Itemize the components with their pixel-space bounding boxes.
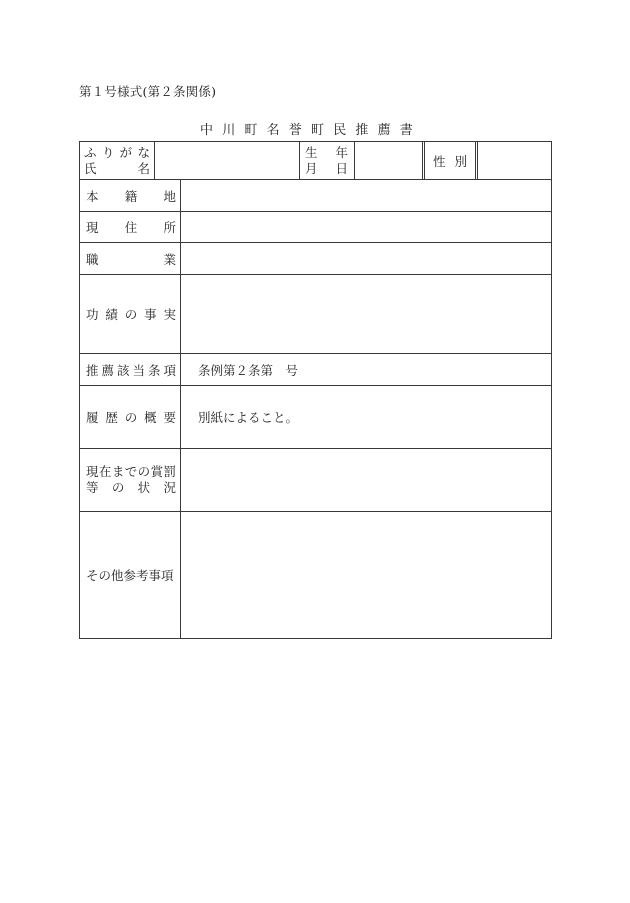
sex-label-cell bbox=[425, 142, 478, 179]
other-notes-label-cell bbox=[80, 512, 181, 638]
other-notes-row bbox=[80, 512, 551, 638]
history-label: 履歴の概要 bbox=[86, 410, 176, 425]
achievements-row bbox=[80, 275, 551, 354]
honseki-label-cell bbox=[80, 180, 181, 211]
awards-row bbox=[80, 449, 551, 512]
name-label: 氏名 bbox=[84, 161, 150, 176]
birth-date-label-cell bbox=[300, 142, 355, 179]
history-field[interactable] bbox=[181, 386, 551, 448]
history-label-cell bbox=[80, 386, 181, 448]
address-label-cell bbox=[80, 212, 181, 242]
other-notes-label: その他参考事項 bbox=[86, 568, 174, 583]
address-label: 現住所 bbox=[86, 220, 176, 235]
history-value: 別紙によること。 bbox=[198, 410, 299, 425]
awards-field[interactable] bbox=[181, 449, 551, 511]
clause-field[interactable] bbox=[181, 354, 551, 385]
clause-value: 条例第２条第 号 bbox=[198, 362, 299, 378]
birth-date-field[interactable] bbox=[355, 142, 425, 179]
awards-label-line1: 現在までの賞罰 bbox=[86, 464, 176, 479]
sex-label: 性別 bbox=[433, 153, 467, 169]
address-field[interactable] bbox=[181, 212, 551, 242]
honseki-field[interactable] bbox=[181, 180, 551, 211]
form-number: 第１号様式(第２条関係) bbox=[79, 84, 217, 99]
clause-label-cell bbox=[80, 354, 181, 385]
clause-row bbox=[80, 354, 551, 386]
furigana-label: ふりがな bbox=[84, 145, 150, 160]
name-row bbox=[80, 142, 551, 180]
honseki-row bbox=[80, 180, 551, 212]
occupation-field[interactable] bbox=[181, 243, 551, 274]
document-title: 中川町名誉町民推薦書 bbox=[200, 123, 423, 138]
other-notes-field[interactable] bbox=[181, 512, 551, 638]
awards-label-cell bbox=[80, 449, 181, 511]
name-label-cell bbox=[80, 142, 155, 179]
achievements-label-cell bbox=[80, 275, 181, 353]
achievements-field[interactable] bbox=[181, 275, 551, 353]
address-row bbox=[80, 212, 551, 243]
honseki-label: 本籍地 bbox=[86, 188, 176, 204]
occupation-label-cell bbox=[80, 243, 181, 274]
occupation-label: 職業 bbox=[86, 251, 176, 267]
recommendation-form-table bbox=[79, 141, 552, 639]
occupation-row bbox=[80, 243, 551, 275]
birth-label-line1: 生年 bbox=[305, 145, 348, 160]
history-row bbox=[80, 386, 551, 449]
sex-field[interactable] bbox=[478, 142, 551, 179]
birth-label-line2: 月日 bbox=[305, 161, 348, 176]
clause-label: 推薦該当条項 bbox=[86, 362, 176, 378]
achievements-label: 功績の事実 bbox=[86, 307, 176, 322]
awards-label-line2: 等の状況 bbox=[86, 480, 176, 495]
name-field[interactable] bbox=[155, 142, 300, 179]
